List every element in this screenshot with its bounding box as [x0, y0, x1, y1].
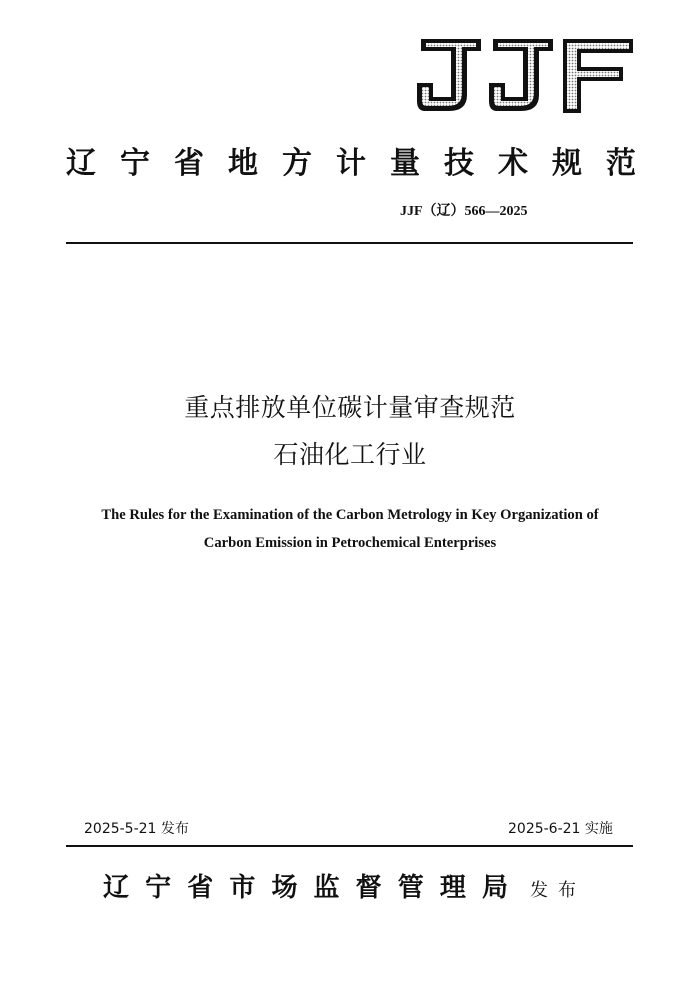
publisher-char: 管 [397, 872, 424, 903]
publisher-char: 理 [439, 872, 466, 903]
header-title-char: 宁 [120, 146, 150, 181]
header-title-char: 地 [228, 146, 258, 181]
publisher-char: 局 [481, 872, 508, 903]
publish-label: 发布 [530, 880, 586, 901]
chinese-title-line2: 石油化工行业 [273, 440, 427, 469]
english-title-line1: The Rules for the Examination of the Carbon Metrology in Key Organization of [101, 507, 599, 523]
header-title-char: 术 [498, 146, 528, 181]
publisher-char: 省 [187, 872, 214, 903]
header-title-char: 省 [174, 146, 204, 181]
header-title-char: 方 [282, 146, 312, 181]
publisher-char: 督 [355, 872, 382, 903]
logo-letter-j2 [489, 39, 553, 111]
header-title-char: 范 [606, 146, 636, 181]
header-title-char: 规 [552, 146, 582, 181]
header-title-char: 量 [390, 146, 420, 181]
publisher-char: 辽 [103, 872, 130, 903]
implementation-date: 2025-6-21 实施 [508, 821, 613, 837]
header-title-char: 计 [336, 146, 366, 181]
publisher [103, 868, 508, 902]
english-title-line2: Carbon Emission in Petrochemical Enterprises [203, 535, 497, 551]
publisher-char: 宁 [145, 872, 172, 903]
publisher-char: 场 [271, 872, 298, 903]
header-title [66, 140, 636, 180]
header-title-char: 辽 [66, 146, 96, 181]
publisher-char: 市 [229, 872, 256, 903]
issue-date: 2025-5-21 发布 [84, 821, 189, 837]
logo-letter-j1 [417, 39, 481, 111]
logo-letter-f [563, 39, 633, 113]
chinese-title-line1: 重点排放单位碳计量审查规范 [184, 393, 516, 422]
top-divider [66, 242, 633, 244]
jjf-logo [415, 35, 635, 117]
publisher-char: 监 [313, 872, 340, 903]
standard-code: JJF（辽）566—2025 [400, 204, 528, 219]
bottom-divider [66, 845, 633, 847]
header-title-char: 技 [444, 146, 474, 181]
